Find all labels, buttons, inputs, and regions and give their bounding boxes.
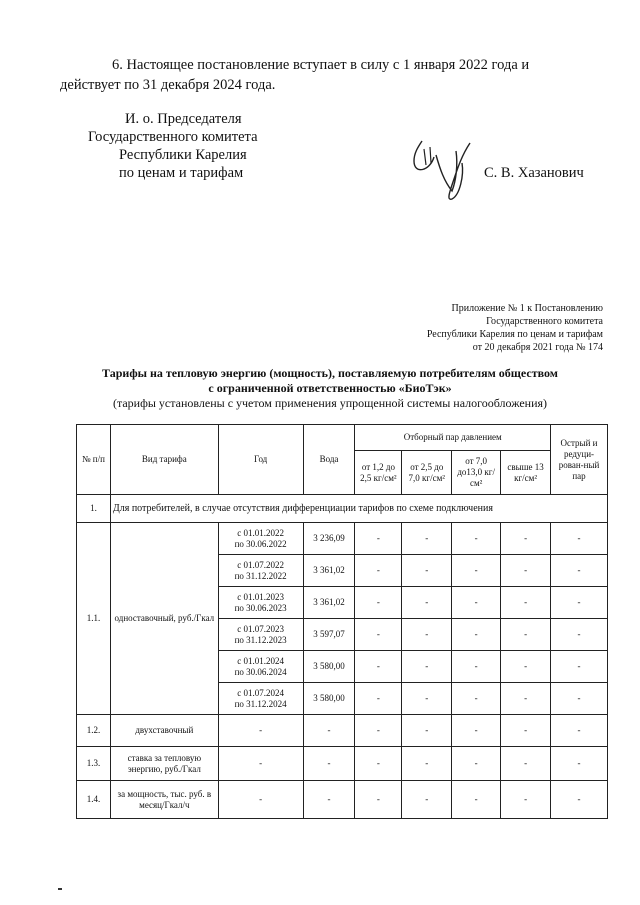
section-num: 1. (77, 495, 111, 523)
dash-cell: - (218, 747, 303, 781)
signature-image (400, 135, 490, 205)
dash-cell: - (355, 619, 402, 651)
header-type: Вид тарифа (110, 425, 218, 495)
dash-cell: - (402, 781, 452, 819)
dash-cell: - (452, 587, 501, 619)
dash-cell: - (452, 555, 501, 587)
dash-cell: - (303, 715, 355, 747)
header-water: Вода (303, 425, 355, 495)
signer-name: С. В. Хазанович (484, 165, 584, 181)
water-value: 3 580,00 (303, 683, 355, 715)
water-value: 3 236,09 (303, 523, 355, 555)
appendix-line-4: от 20 декабря 2021 года № 174 (472, 342, 603, 353)
header-pressure-2: от 2,5 до 7,0 кг/см² (402, 451, 452, 495)
appendix-header (343, 302, 603, 354)
dash-cell: - (551, 587, 608, 619)
dash-cell: - (452, 619, 501, 651)
period-cell: с 01.01.2022 по 30.06.2022 (218, 523, 303, 555)
table-title-line-1: Тарифы на тепловую энергию (мощность), поставляемую потребителям обществом (102, 366, 558, 380)
dash-cell: - (501, 587, 551, 619)
header-year: Год (218, 425, 303, 495)
table-row (77, 495, 608, 523)
dash-cell: - (452, 651, 501, 683)
dash-cell: - (551, 715, 608, 747)
table-row (77, 781, 608, 819)
period-cell: с 01.01.2023 по 30.06.2023 (218, 587, 303, 619)
dash-cell: - (402, 683, 452, 715)
dash-cell: - (355, 651, 402, 683)
dash-cell: - (402, 651, 452, 683)
header-num: № п/п (77, 425, 111, 495)
header-pressure-4: свыше 13 кг/см² (501, 451, 551, 495)
page-mark (58, 888, 62, 890)
dash-cell: - (551, 781, 608, 819)
header-pressure-3: от 7,0 до13,0 кг/см² (452, 451, 501, 495)
header-steam-group: Отборный пар давлением (355, 425, 551, 451)
signer-line-3: Республики Карелия (119, 147, 247, 163)
appendix-line-2: Государственного комитета (486, 316, 603, 327)
table-row (77, 523, 608, 555)
signer-line-4: по ценам и тарифам (119, 165, 244, 181)
row-1-4-type: за мощность, тыс. руб. в месяц/Гкал/ч (110, 781, 218, 819)
dash-cell: - (551, 555, 608, 587)
dash-cell: - (402, 555, 452, 587)
dash-cell: - (501, 715, 551, 747)
water-value: 3 361,02 (303, 587, 355, 619)
row-1-2-num: 1.2. (77, 715, 111, 747)
row-1-2-type: двухставочный (110, 715, 218, 747)
period-cell: с 01.07.2023 по 31.12.2023 (218, 619, 303, 651)
signer-line-2: Государственного комитета (88, 129, 258, 145)
dash-cell: - (402, 523, 452, 555)
row-1-4-num: 1.4. (77, 781, 111, 819)
dash-cell: - (452, 683, 501, 715)
dash-cell: - (402, 715, 452, 747)
row-1-3-num: 1.3. (77, 747, 111, 781)
signer-line-1: И. о. Председателя (125, 111, 242, 127)
dash-cell: - (303, 781, 355, 819)
tariff-table (76, 424, 608, 819)
header-sharp-steam: Острый и редуци-рован-ный пар (551, 425, 608, 495)
dash-cell: - (551, 683, 608, 715)
period-cell: с 01.01.2024 по 30.06.2024 (218, 651, 303, 683)
dash-cell: - (551, 747, 608, 781)
dash-cell: - (501, 747, 551, 781)
dash-cell: - (501, 651, 551, 683)
table-title-line-3: (тарифы установлены с учетом применения упрощенной системы налогообложения) (112, 396, 548, 410)
period-cell: с 01.07.2024 по 31.12.2024 (218, 683, 303, 715)
dash-cell: - (303, 747, 355, 781)
appendix-line-3: Республики Карелия по ценам и тарифам (426, 329, 603, 340)
dash-cell: - (501, 683, 551, 715)
paragraph-6-line2: действует по 31 декабря 2024 года. (60, 77, 276, 93)
dash-cell: - (551, 619, 608, 651)
dash-cell: - (501, 555, 551, 587)
water-value: 3 580,00 (303, 651, 355, 683)
dash-cell: - (218, 715, 303, 747)
dash-cell: - (355, 781, 402, 819)
table-row (77, 747, 608, 781)
header-pressure-1: от 1,2 до 2,5 кг/см² (355, 451, 402, 495)
dash-cell: - (218, 781, 303, 819)
dash-cell: - (452, 523, 501, 555)
appendix-line-1: Приложение № 1 к Постановлению (451, 303, 603, 314)
dash-cell: - (501, 523, 551, 555)
period-cell: с 01.07.2022 по 31.12.2022 (218, 555, 303, 587)
dash-cell: - (402, 587, 452, 619)
dash-cell: - (402, 747, 452, 781)
row-1-1-num: 1.1. (77, 523, 111, 715)
paragraph-6-line1: 6. Настоящее постановление вступает в силу с 1 января 2022 года и (112, 57, 530, 73)
dash-cell: - (501, 781, 551, 819)
dash-cell: - (452, 781, 501, 819)
dash-cell: - (355, 555, 402, 587)
paragraph-6 (60, 55, 590, 95)
dash-cell: - (452, 715, 501, 747)
dash-cell: - (452, 747, 501, 781)
dash-cell: - (551, 651, 608, 683)
dash-cell: - (355, 683, 402, 715)
row-1-1-type: одноставочный, руб./Гкал (110, 523, 218, 715)
dash-cell: - (355, 587, 402, 619)
table-row (77, 715, 608, 747)
row-1-3-type: ставка за тепловую энергию, руб./Гкал (110, 747, 218, 781)
water-value: 3 597,07 (303, 619, 355, 651)
dash-cell: - (355, 523, 402, 555)
dash-cell: - (355, 715, 402, 747)
dash-cell: - (355, 747, 402, 781)
dash-cell: - (501, 619, 551, 651)
table-title-line-2: с ограниченной ответственностью «БиоТэк» (208, 381, 452, 395)
water-value: 3 361,02 (303, 555, 355, 587)
dash-cell: - (551, 523, 608, 555)
section-text: Для потребителей, в случае отсутствия дифференциации тарифов по схеме подключения (110, 495, 607, 523)
dash-cell: - (402, 619, 452, 651)
